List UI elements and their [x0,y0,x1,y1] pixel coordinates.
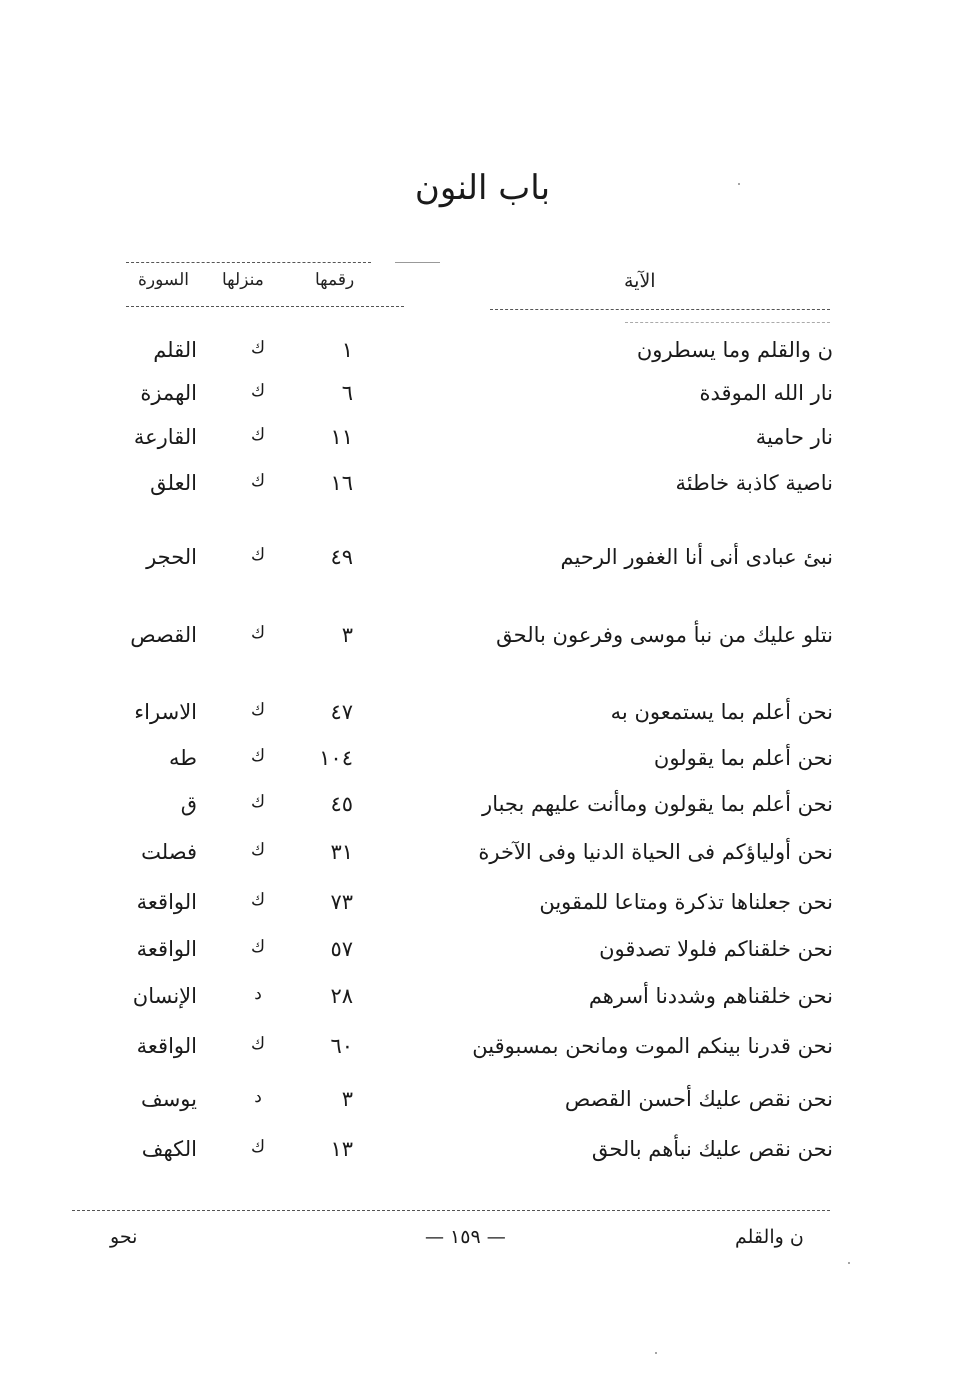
header-sura: السورة [138,270,189,290]
header-verse: الآية [624,270,656,292]
header-revelation: منزلها [222,270,264,290]
verse-number: ٤٩ [330,545,353,569]
sura-name: الواقعة [136,890,197,914]
verse-text: نار حامية [755,425,833,449]
table-row [0,1087,965,1127]
verse-text: نبئ عبادى أنى أنا الغفور الرحيم [560,545,833,569]
sura-name: ق [180,792,197,816]
verse-text: نحن نقص عليك أحسن القصص [564,1087,833,1111]
verse-text: ناصية كاذبة خاطئة [675,471,833,495]
sura-name: الكهف [141,1137,197,1161]
revelation-mark: ك [250,381,265,401]
sura-name: الإنسان [132,984,197,1008]
verse-text: نحن قدرنا بينكم الموت ومانحن بمسبوقين [472,1034,833,1058]
verse-number: ٣١ [330,840,353,864]
verse-number: ٢٨ [330,984,353,1008]
verse-number: ١٦ [330,471,353,495]
verse-text: نحن نقص عليك نبأهم بالحق [591,1137,833,1161]
verse-number: ٤٥ [330,792,353,816]
revelation-mark: ك [250,425,265,445]
verse-text: نار الله الموقدة [699,381,833,405]
table-row [0,623,965,663]
revelation-mark: د [254,984,262,1004]
speck [655,1352,657,1354]
revelation-mark: ك [250,471,265,491]
revelation-mark: ك [250,1137,265,1157]
verse-number: ٦٠ [330,1034,353,1058]
sura-name: القلم [153,338,197,362]
header-bottom-rule-right [490,309,830,310]
sura-name: الواقعة [136,1034,197,1058]
sura-name: الاسراء [134,700,197,724]
table-row [0,984,965,1024]
table-row [0,381,965,421]
table-row [0,545,965,585]
header-top-rule-right [395,262,440,263]
sura-name: القارعة [133,425,197,449]
verse-text: نحن جعلناها تذكرة ومتاعا للمقوين [539,890,833,914]
sura-name: الهمزة [140,381,197,405]
revelation-mark: ك [250,1034,265,1054]
table-row [0,746,965,786]
verse-number: ٦ [341,381,353,405]
header-top-rule-left [126,262,371,263]
verse-number: ٣ [341,623,353,647]
revelation-mark: ك [250,890,265,910]
verse-number: ١١ [330,425,353,449]
footer-rule [72,1210,830,1211]
table-row [0,1034,965,1074]
revelation-mark: د [254,1087,262,1107]
table-row [0,792,965,832]
page-title: باب النون [414,168,551,208]
revelation-mark: ك [250,792,265,812]
table-row [0,890,965,930]
verse-number: ١٣ [330,1137,353,1161]
revelation-mark: ك [250,338,265,358]
table-row [0,471,965,511]
verse-text: نحن أعلم بما يستمعون به [610,700,833,724]
sura-name: العلق [150,471,197,495]
verse-number: ٣ [341,1087,353,1111]
table-row [0,338,965,378]
verse-text: نحن أعلم بما يقولون وماأنت عليهم بجبار [482,792,833,816]
table-row [0,425,965,465]
verse-text: نحن خلقناهم وشددنا أسرهم [588,984,833,1008]
sura-name: فصلت [141,840,197,864]
verse-text: نحن أولياؤكم فى الحياة الدنيا وفى الآخرة [478,840,833,864]
verse-text: نحن خلقناكم فلولا تصدقون [599,937,833,961]
header-number: رقمها [315,270,355,290]
footer-section-name: ن والقلم [735,1226,804,1248]
table-row [0,1137,965,1177]
verse-number: ١٠٤ [319,746,353,770]
speck [738,183,740,185]
table-row [0,937,965,977]
verse-number: ٤٧ [330,700,353,724]
revelation-mark: ك [250,937,265,957]
footer-left-word: نحو [110,1226,138,1248]
table-row [0,700,965,740]
table-row [0,840,965,880]
sura-name: القصص [130,623,197,647]
sura-name: طه [169,746,197,770]
verse-text: نحن أعلم بما يقولون [653,746,833,770]
revelation-mark: ك [250,623,265,643]
sura-name: يوسف [140,1087,197,1111]
verse-text: ن والقلم وما يسطرون [636,338,833,362]
page-number: — ١٥٩ — [425,1226,506,1248]
revelation-mark: ك [250,700,265,720]
verse-number: ٥٧ [330,937,353,961]
revelation-mark: ك [250,746,265,766]
sura-name: الحجر [146,545,197,569]
verse-text: نتلو عليك من نبأ موسى وفرعون بالحق [496,623,833,647]
sura-name: الواقعة [136,937,197,961]
revelation-mark: ك [250,840,265,860]
verse-number: ١ [341,338,353,362]
speck [848,1262,850,1264]
verse-number: ٧٣ [330,890,353,914]
header-bottom-rule-left [126,306,404,307]
revelation-mark: ك [250,545,265,565]
verse-underline [625,322,830,323]
